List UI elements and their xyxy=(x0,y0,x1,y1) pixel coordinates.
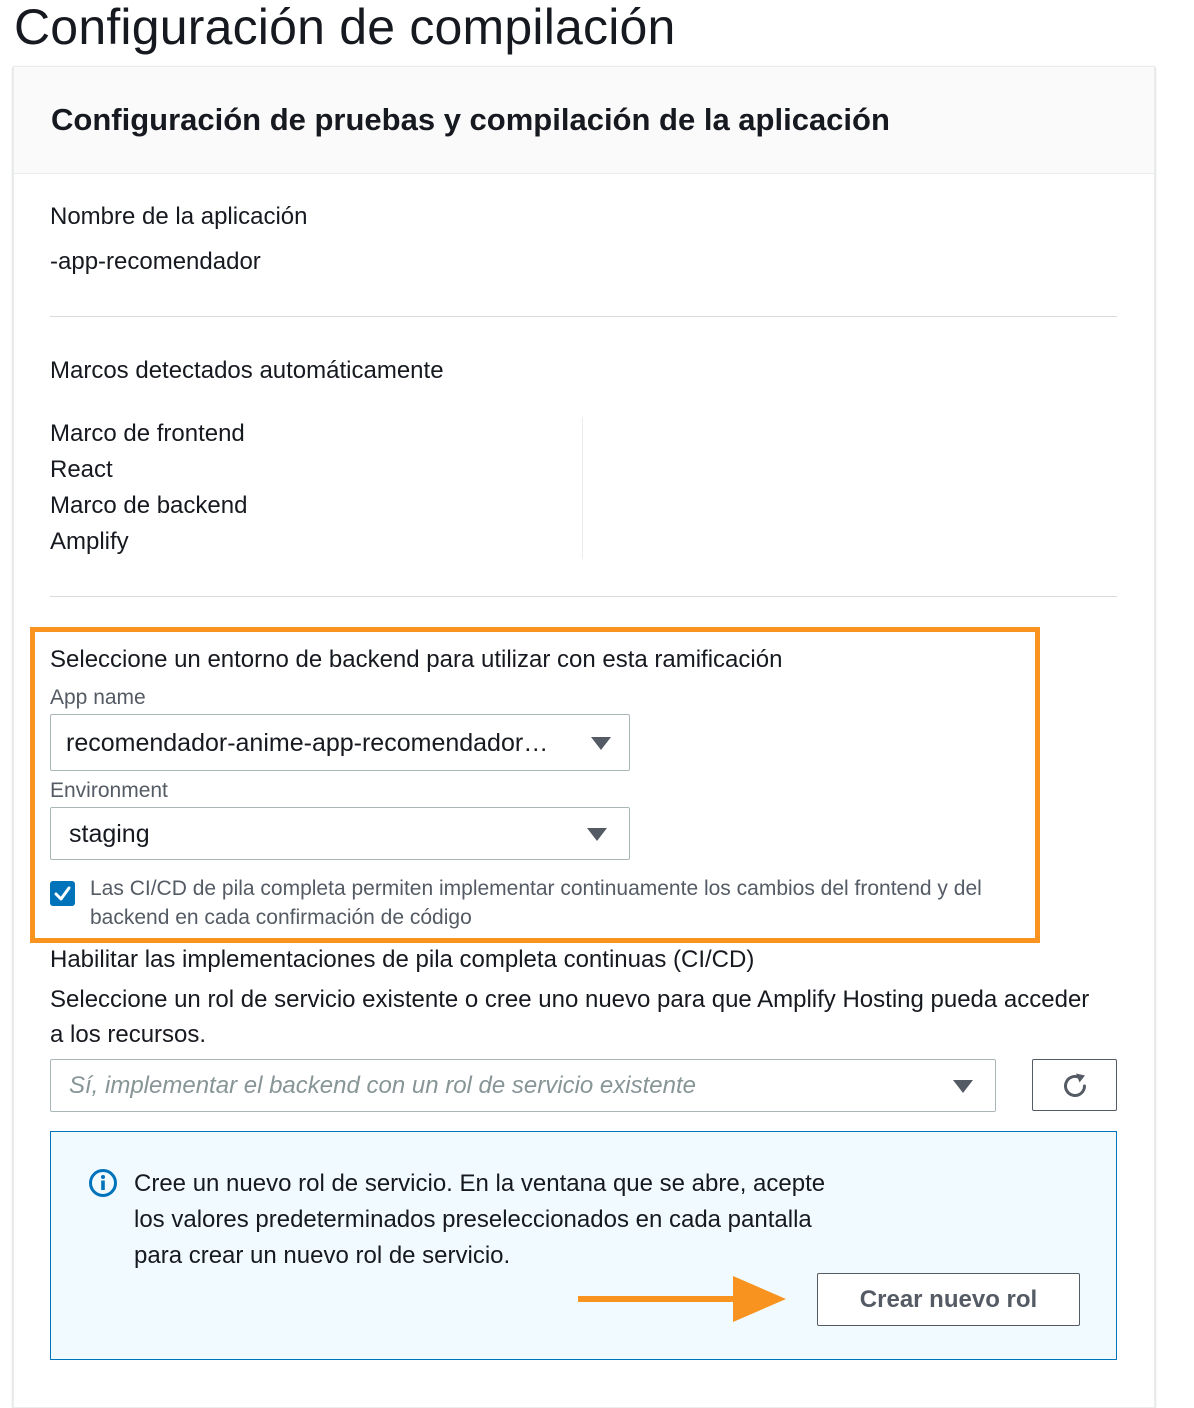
arrow-right-icon xyxy=(578,1274,788,1326)
app-name-select-label: App name xyxy=(50,686,146,709)
info-alert-text: Cree un nuevo rol de servicio. En la ventana que se abre, acepte los valores predeterminados preseleccionados en cada pantalla para crear un nuevo rol de servicio. xyxy=(134,1170,826,1269)
enable-cicd-label: Habilitar las implementaciones de pila completa continuas (CI/CD) xyxy=(50,946,755,973)
frontend-framework-label: Marco de frontend xyxy=(50,420,245,447)
environment-select-value: staging xyxy=(69,820,150,848)
caret-down-icon xyxy=(587,828,607,841)
frontend-framework-value: React xyxy=(50,456,113,483)
cicd-checkbox-label: Las CI/CD de pila completa permiten implementar continuamente los cambios del frontend y del backend en cada confirmación de código xyxy=(90,877,982,929)
service-role-select[interactable] xyxy=(50,1059,996,1112)
environment-select-label: Environment xyxy=(50,779,168,802)
info-icon xyxy=(88,1168,118,1198)
app-name-select-value: recomendador-anime-app-recomendador… xyxy=(66,729,549,757)
column-divider xyxy=(582,417,583,559)
service-role-select-placeholder: Sí, implementar el backend con un rol de servicio existente xyxy=(69,1072,696,1099)
caret-down-icon xyxy=(591,737,611,750)
environment-select[interactable] xyxy=(50,807,630,860)
page-title: Configuración de compilación xyxy=(14,0,676,55)
backend-framework-label: Marco de backend xyxy=(50,492,248,519)
section-divider xyxy=(50,596,1117,597)
app-name-select[interactable] xyxy=(50,714,630,771)
card-title: Configuración de pruebas y compilación de la aplicación xyxy=(51,102,890,137)
checkmark-icon xyxy=(53,884,72,903)
refresh-icon xyxy=(1060,1071,1090,1101)
app-name-label: Nombre de la aplicación xyxy=(50,203,308,230)
backend-framework-value: Amplify xyxy=(50,528,129,555)
frameworks-heading: Marcos detectados automáticamente xyxy=(50,357,444,384)
backend-env-heading: Seleccione un entorno de backend para utilizar con esta ramificación xyxy=(50,646,783,673)
info-alert xyxy=(50,1131,1117,1360)
service-role-description: Seleccione un rol de servicio existente o cree uno nuevo para que Amplify Hosting pueda acceder a los recursos. xyxy=(50,986,1090,1048)
caret-down-icon xyxy=(953,1080,973,1093)
card-header xyxy=(14,67,1154,174)
section-divider xyxy=(50,316,1117,317)
cicd-checkbox[interactable] xyxy=(50,881,75,906)
app-name-value: -app-recomendador xyxy=(50,248,261,275)
refresh-button[interactable] xyxy=(1032,1059,1117,1111)
create-new-role-button[interactable]: Crear nuevo rol xyxy=(817,1273,1080,1326)
